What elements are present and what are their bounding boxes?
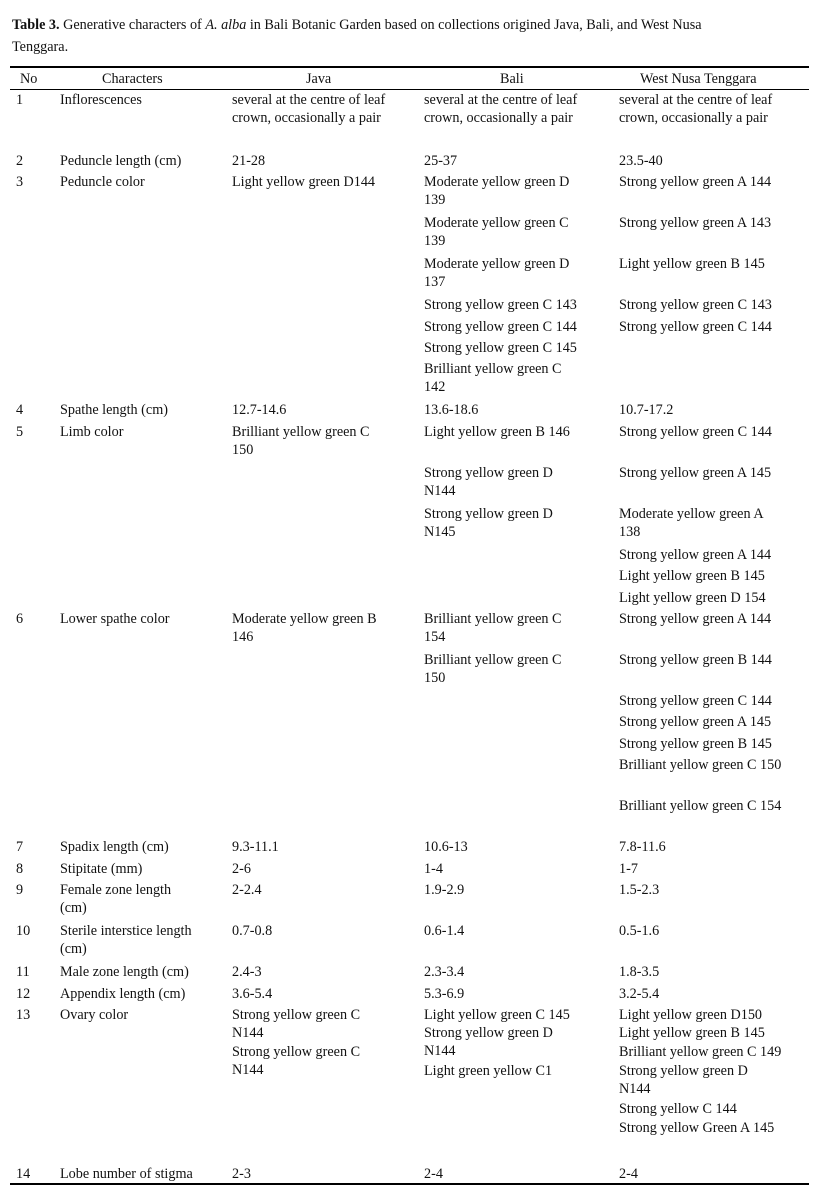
java-value: 9.3-11.1 [232, 839, 279, 855]
ntb-value: 7.8-11.6 [619, 839, 666, 855]
bali-value: 2.3-3.4 [424, 964, 465, 980]
character-name: Spathe length (cm) [60, 402, 168, 418]
row-number: 13 [16, 1007, 31, 1023]
java-value: 2.4-3 [232, 964, 262, 980]
bali-value: Moderate yellow green D 139 [424, 174, 570, 208]
character-name: Sterile interstice length (cm) [60, 923, 192, 957]
character-name: Male zone length (cm) [60, 964, 189, 980]
character-name: Lobe number of stigma [60, 1166, 193, 1182]
character-name: Lower spathe color [60, 611, 170, 627]
java-value: 2-6 [232, 861, 251, 877]
ntb-value: 3.2-5.4 [619, 986, 660, 1002]
ntb-value: Moderate yellow green A 138 [619, 506, 764, 540]
java-value: 21-28 [232, 153, 266, 169]
ntb-value: Strong yellow green C 143 [619, 297, 772, 313]
table-bottom-rule [10, 1183, 809, 1185]
species-name: A. alba [205, 17, 247, 33]
java-value: Light yellow green D144 [232, 174, 376, 190]
row-number: 6 [16, 611, 24, 627]
ntb-value: Light yellow green D 154 [619, 590, 766, 606]
character-name: Limb color [60, 424, 124, 440]
ntb-value: Strong yellow green B 144 [619, 652, 772, 668]
row-number: 12 [16, 986, 31, 1002]
character-name: Inflorescences [60, 92, 142, 108]
ntb-value: Strong yellow green C 144 [619, 693, 772, 709]
row-number: 3 [16, 174, 24, 190]
row-number: 1 [16, 92, 24, 108]
java-value: 0.7-0.8 [232, 923, 273, 939]
row-number: 4 [16, 402, 24, 418]
java-value: 12.7-14.6 [232, 402, 287, 418]
ntb-value: Strong yellow green A 143 [619, 215, 772, 231]
row-number: 8 [16, 861, 24, 877]
ntb-value: Strong yellow green A 144 [619, 547, 772, 563]
bali-value: Light yellow green B 146 [424, 424, 570, 440]
ntb-value: 10.7-17.2 [619, 402, 674, 418]
row-number: 7 [16, 839, 24, 855]
java-value: 3.6-5.4 [232, 986, 273, 1002]
ntb-value: 2-4 [619, 1166, 638, 1182]
java-value: Strong yellow green C N144 [232, 1044, 361, 1078]
character-name: Stipitate (mm) [60, 861, 143, 877]
ntb-value: Light yellow green B 145 [619, 256, 765, 272]
bali-value: 1-4 [424, 861, 443, 877]
ntb-value: 0.5-1.6 [619, 923, 660, 939]
header-ntb: West Nusa Tenggara [640, 71, 757, 87]
ntb-value: 1.5-2.3 [619, 882, 660, 898]
bali-value: 1.9-2.9 [424, 882, 465, 898]
ntb-value: 1-7 [619, 861, 638, 877]
character-name: Peduncle color [60, 174, 145, 190]
character-name: Female zone length (cm) [60, 882, 172, 916]
table-caption [12, 14, 812, 58]
bali-value: Light green yellow C1 [424, 1063, 553, 1079]
java-value: Moderate yellow green B 146 [232, 611, 377, 645]
ntb-value: Strong yellow green A 145 [619, 714, 772, 730]
bali-value: 10.6-13 [424, 839, 468, 855]
bali-value: 5.3-6.9 [424, 986, 465, 1002]
ntb-value: Light yellow green D150 [619, 1007, 763, 1023]
bali-value: Brilliant yellow green C 142 [424, 361, 562, 395]
character-name: Peduncle length (cm) [60, 153, 182, 169]
ntb-value: Strong yellow green C 144 [619, 424, 772, 440]
character-name: Spadix length (cm) [60, 839, 169, 855]
caption-text-3: Tenggara. [12, 39, 69, 55]
ntb-value: 1.8-3.5 [619, 964, 660, 980]
java-value: several at the centre of leaf crown, occasionally a pair [232, 92, 386, 126]
row-number: 11 [16, 964, 30, 980]
java-value: Strong yellow green C N144 [232, 1007, 361, 1041]
bali-value: Strong yellow green D N144 [424, 1025, 553, 1059]
bali-value: Brilliant yellow green C 154 [424, 611, 562, 645]
bali-value: Strong yellow green C 144 [424, 319, 577, 335]
ntb-value: Strong yellow green B 145 [619, 736, 772, 752]
caption-text: Generative characters of [59, 17, 206, 33]
ntb-value: 23.5-40 [619, 153, 663, 169]
ntb-value: Strong yellow green A 144 [619, 611, 772, 627]
caption-text-2: in Bali Botanic Garden based on collections origined Java, Bali, and West Nusa [246, 17, 702, 33]
ntb-value: Brilliant yellow green C 154 [619, 798, 782, 814]
row-number: 2 [16, 153, 24, 169]
bali-value: Strong yellow green D N145 [424, 506, 553, 540]
bali-value: Strong yellow green D N144 [424, 465, 553, 499]
ntb-value: Strong yellow green A 144 [619, 174, 772, 190]
row-number: 14 [16, 1166, 31, 1182]
bali-value: 2-4 [424, 1166, 443, 1182]
ntb-value: Strong yellow Green A 145 [619, 1120, 775, 1136]
bali-value: Strong yellow green C 145 [424, 340, 577, 356]
bali-value: Moderate yellow green C 139 [424, 215, 569, 249]
bali-value: Light yellow green C 145 [424, 1007, 570, 1023]
header-characters: Characters [102, 71, 163, 87]
ntb-value: several at the centre of leaf crown, occasionally a pair [619, 92, 773, 126]
bali-value: Moderate yellow green D 137 [424, 256, 570, 290]
bali-value: 25-37 [424, 153, 458, 169]
row-number: 5 [16, 424, 24, 440]
ntb-value: Strong yellow green C 144 [619, 319, 772, 335]
bali-value: 13.6-18.6 [424, 402, 479, 418]
bali-value: Brilliant yellow green C 150 [424, 652, 562, 686]
ntb-value: Strong yellow green A 145 [619, 465, 772, 481]
table-top-rule [10, 66, 809, 68]
table-label: Table 3. [12, 17, 60, 33]
character-name: Appendix length (cm) [60, 986, 186, 1002]
row-number: 10 [16, 923, 31, 939]
ntb-value: Light yellow green B 145 [619, 568, 765, 584]
java-value: 2-2.4 [232, 882, 262, 898]
ntb-value: Strong yellow C 144 [619, 1101, 737, 1117]
java-value: Brilliant yellow green C 150 [232, 424, 370, 458]
java-value: 2-3 [232, 1166, 251, 1182]
ntb-value: Brilliant yellow green C 150 [619, 757, 782, 773]
header-no: No [20, 71, 38, 87]
header-java: Java [306, 71, 332, 87]
ntb-value: Brilliant yellow green C 149 [619, 1044, 782, 1060]
row-number: 9 [16, 882, 24, 898]
character-name: Ovary color [60, 1007, 129, 1023]
bali-value: Strong yellow green C 143 [424, 297, 577, 313]
ntb-value: Light yellow green B 145 [619, 1025, 765, 1041]
bali-value: 0.6-1.4 [424, 923, 465, 939]
header-bali: Bali [500, 71, 524, 87]
header-bottom-rule [10, 89, 809, 90]
ntb-value: Strong yellow green D N144 [619, 1063, 748, 1097]
bali-value: several at the centre of leaf crown, occasionally a pair [424, 92, 578, 126]
